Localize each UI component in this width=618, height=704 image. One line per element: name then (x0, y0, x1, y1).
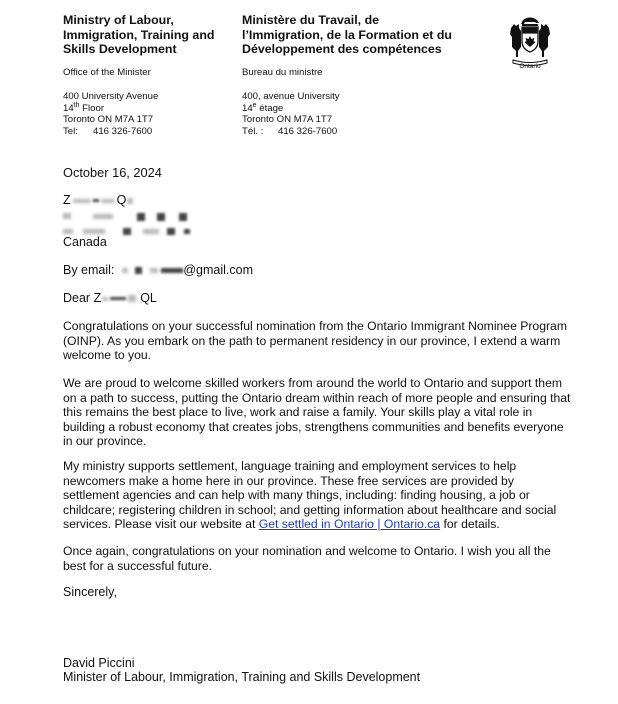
salutation: Dear Z QL (63, 291, 157, 305)
address-en-floor: 14th Floor (63, 101, 105, 114)
get-settled-link[interactable]: Get settled in Ontario | Ontario.ca (258, 517, 441, 532)
paragraph-3: My ministry supports settlement, language training and employment services to help newcomers make a home here in our province. These free services are provided by settlement agencies and can help with many things, including: finding housing, a job or childcare; registering children in school; and getting information about healthcare and social services. Please visit our website at Get settled in Ontario | Ontario.ca for details. (63, 459, 557, 532)
ministry-title-en (63, 13, 214, 57)
address-fr-tel: Tél. : 416 326-7600 (242, 125, 338, 137)
address-en-street: 400 University Avenue (63, 91, 159, 102)
ministry-title-en-line3: Skills Development (63, 42, 177, 56)
address-en (63, 91, 158, 137)
recipient-country: Canada (63, 235, 107, 249)
address-fr-city: Toronto ON M7A 1T7 (242, 114, 333, 126)
office-en: Office of the Minister (63, 67, 151, 78)
ministry-title-en-line2: Immigration, Training and (63, 27, 215, 42)
paragraph-1: Congratulations on your successful nomination from the Ontario Immigrant Nominee Program (OINP). As you embark on the path to permanent residency in our province, I extend a warm welcome to you. (63, 319, 567, 363)
ministry-title-fr (242, 13, 452, 57)
signer-name: David Piccini (63, 656, 135, 670)
email-line: By email: @gmail.com (63, 263, 253, 277)
address-en-tel: Tel: 416 326-7600 (63, 125, 153, 137)
letter-date: October 16, 2024 (63, 165, 162, 180)
ministry-title-en-line1: Ministry of Labour, (63, 13, 174, 27)
recipient-name: Z Q (63, 193, 133, 208)
ministry-title-fr-line2: l’Immigration, de la Formation et du (242, 27, 452, 42)
closing: Sincerely, (63, 585, 117, 599)
logo-label: Ontario (519, 63, 541, 70)
ministry-title-fr-line1: Ministère du Travail, de (242, 13, 380, 27)
recipient-address-line1-redacted (63, 212, 193, 222)
address-fr-floor: 14e étage (242, 101, 284, 114)
ministry-title-fr-line3: Développement des compétences (242, 42, 442, 56)
signer-title: Minister of Labour, Immigration, Training and Skills Development (63, 670, 421, 684)
office-fr: Bureau du ministre (242, 67, 323, 78)
paragraph-2: We are proud to welcome skilled workers from around the world to Ontario and support them on a path to success, putting the Ontario dream within reach of more people and ensuring that this remains the best place to live, work and raise a family. Your skills play a vital role in building a robust economy that creates jobs, strengthens communities and benefits everyone in our province. (63, 376, 571, 449)
paragraph-4: Once again, congratulations on your nomination and welcome to Ontario. I wish you all the best for a successful future. (63, 544, 551, 573)
address-fr-street: 400, avenue University (242, 91, 340, 102)
address-fr (242, 91, 340, 137)
address-en-city: Toronto ON M7A 1T7 (63, 114, 154, 126)
